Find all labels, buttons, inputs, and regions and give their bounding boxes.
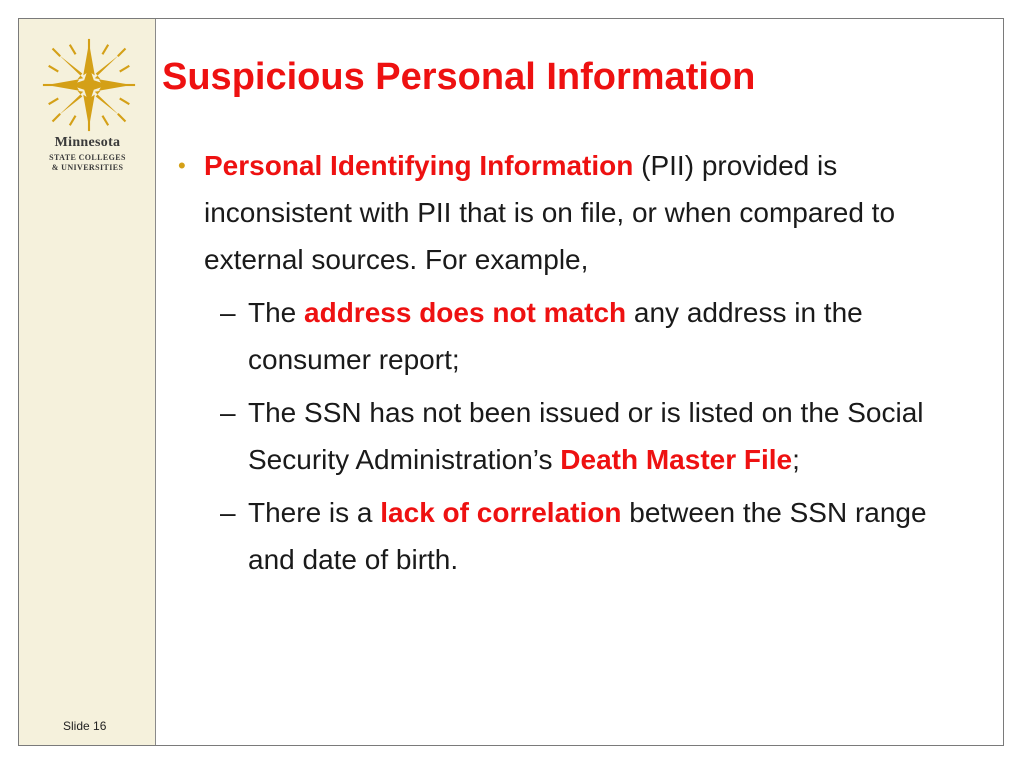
sub-bullet-pre: The SSN has not been issued or is listed on the Social Security Administration’s: [248, 397, 924, 475]
sub-bullet-post: ;: [792, 444, 800, 475]
dash-icon: –: [220, 297, 236, 328]
bullet-dot-icon: •: [178, 153, 186, 178]
bullet-text: (PII) provided is inconsistent with PII that is on file, or when compared to external sources. For example,: [204, 150, 896, 275]
bullet-item: [162, 142, 962, 283]
sub-bullet-pre: There is a: [248, 497, 381, 528]
slide-number: Slide 16: [63, 719, 107, 733]
logo-line2: STATE COLLEGES: [49, 153, 126, 162]
slide-title: Suspicious Personal Information: [162, 56, 756, 98]
slide-content: [162, 142, 962, 583]
sub-bullet-highlight: address does not match: [304, 297, 627, 328]
logo-name: Minnesota: [54, 135, 121, 150]
logo-line3: & UNIVERSITIES: [51, 163, 124, 172]
sub-bullet-item: [162, 389, 962, 483]
sub-bullet-highlight: lack of correlation: [380, 497, 622, 528]
sub-bullet-post: any address in the consumer report;: [248, 297, 863, 375]
logo-text: [19, 135, 156, 172]
sub-bullet-pre: The: [248, 297, 305, 328]
star-logo-icon: [41, 37, 137, 133]
sub-bullet-post: between the SSN range and date of birth.: [248, 497, 927, 575]
dash-icon: –: [220, 397, 236, 428]
sub-bullet-item: [162, 289, 962, 383]
bullet-highlight: Personal Identifying Information: [204, 150, 634, 181]
sidebar: [19, 19, 156, 745]
sub-bullet-highlight: Death Master File: [560, 444, 793, 475]
dash-icon: –: [220, 497, 236, 528]
sub-bullet-item: [162, 489, 962, 583]
